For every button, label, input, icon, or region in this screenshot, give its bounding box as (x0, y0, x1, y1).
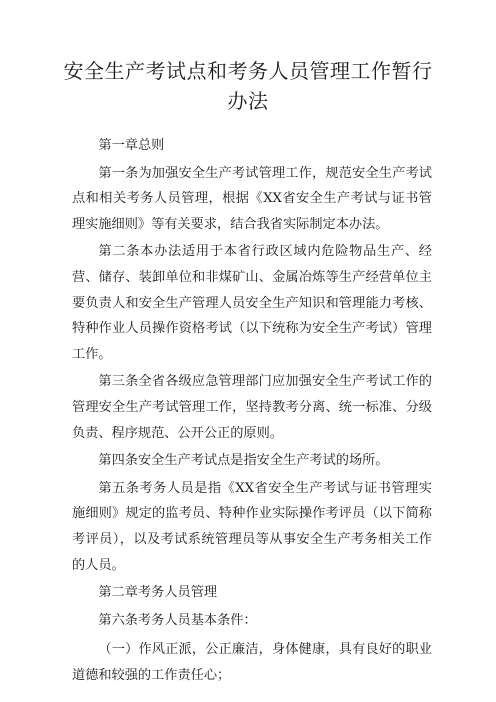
article-1: 第一条为加强安全生产考试管理工作，规范安全生产考试点和相关考务人员管理，根据《XX省安全生产考试与证书管理实施细则》等有关要求，结合我省实际制定本办法。 (72, 165, 432, 232)
document-title: 安全生产考试点和考务人员管理工作暂行办法 (63, 59, 433, 113)
article-6-item-1: （一）作风正派，公正廉洁，身体健康，具有良好的职业道德和较强的工作责任心； (72, 642, 432, 683)
article-4: 第四条安全生产考试点是指安全生产考试的场所。 (98, 453, 389, 469)
chapter-heading-2: 第二章考务人员管理 (98, 585, 218, 601)
document-body (72, 133, 432, 690)
chapter-heading-1: 第一章总则 (98, 138, 165, 153)
article-5: 第五条考务人员是指《XX省安全生产考试与证书管理实施细则》规定的监考员、特种作业实际操作考评员（以下简称考评员），以及考试系统管理员等从事安全生产考务相关工作的人员。 (72, 480, 432, 573)
article-3: 第三条全省各级应急管理部门应加强安全生产考试工作的管理安全生产考试管理工作，坚持教考分离、统一标准、分级负责、程序规范、公开公正的原则。 (72, 374, 432, 441)
article-6: 第六条考务人员基本条件： (98, 612, 257, 628)
article-2: 第二条本办法适用于本省行政区域内危险物品生产、经营、储存、装卸单位和非煤矿山、金属冶炼等生产经营单位主要负责人和安全生产管理人员安全生产知识和管理能力考核、特种作业人员操作资格考试（以下统称为安全生产考试）管理工作。 (72, 244, 432, 362)
